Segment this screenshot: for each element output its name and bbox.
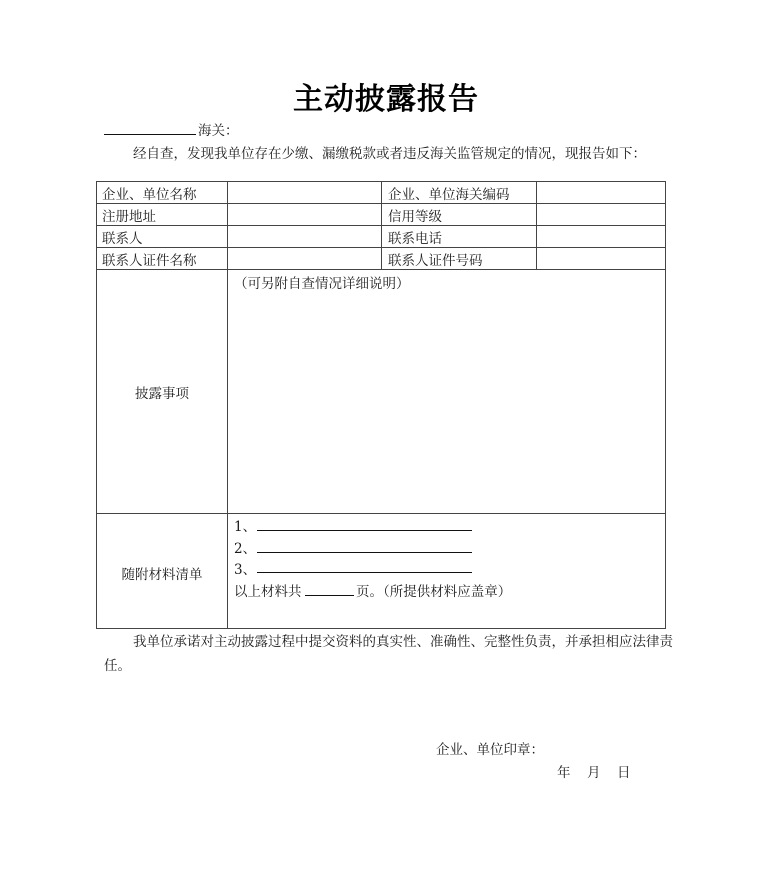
attachments-page-count-blank[interactable] <box>305 595 354 596</box>
id-type-field[interactable] <box>229 249 379 268</box>
table-border-bottom <box>96 628 666 629</box>
table-row-divider <box>96 513 666 514</box>
label-id-type: 联系人证件名称 <box>102 253 197 269</box>
label-credit-rating: 信用等级 <box>388 209 442 225</box>
seal-label: 企业、单位印章： <box>436 742 544 758</box>
credit-rating-field[interactable] <box>538 205 663 224</box>
label-contact-phone: 联系电话 <box>388 231 442 247</box>
label-disclosure-items: 披露事项 <box>135 386 189 402</box>
company-name-field[interactable] <box>229 183 379 202</box>
label-id-number: 联系人证件号码 <box>388 253 483 269</box>
disclosure-hint: （可另附自查情况详细说明） <box>234 276 410 292</box>
label-attachments: 随附材料清单 <box>121 567 203 583</box>
date-year-label: 年 <box>557 765 571 781</box>
date-day-label: 日 <box>617 765 631 781</box>
id-number-field[interactable] <box>538 249 663 268</box>
intro-text: 经自查，发现我单位存在少缴、漏缴税款或者违反海关监管规定的情况，现报告如下： <box>133 146 646 162</box>
addressee-label: 海关： <box>198 123 239 139</box>
label-registered-address: 注册地址 <box>102 209 156 225</box>
table-border-left <box>96 181 97 629</box>
attachment-number-1: 1、 <box>234 519 257 535</box>
customs-code-field[interactable] <box>538 183 663 202</box>
table-border-right <box>665 181 666 629</box>
attachment-number-2: 2、 <box>234 541 257 557</box>
attachments-total-prefix: 以上材料共 <box>234 584 302 600</box>
attachment-blank-2[interactable] <box>257 552 472 553</box>
disclosure-content-area[interactable] <box>229 292 663 511</box>
pledge-text: 我单位承诺对主动披露过程中提交资料的真实性、准确性、完整性负责，并承担相应法律责任。 <box>104 634 673 674</box>
attachment-blank-1[interactable] <box>257 530 472 531</box>
table-col-divider <box>227 181 228 629</box>
attachment-number-3: 3、 <box>234 562 257 578</box>
date-month-label: 月 <box>587 765 601 781</box>
label-contact-person: 联系人 <box>102 231 143 247</box>
registered-address-field[interactable] <box>229 205 379 224</box>
contact-person-field[interactable] <box>229 227 379 246</box>
table-col-divider <box>381 181 382 270</box>
customs-name-blank[interactable] <box>104 134 196 135</box>
table-col-divider <box>536 181 537 270</box>
attachment-blank-3[interactable] <box>257 572 472 573</box>
contact-phone-field[interactable] <box>538 227 663 246</box>
label-customs-code: 企业、单位海关编码 <box>388 187 510 203</box>
label-company-name: 企业、单位名称 <box>102 187 197 203</box>
document-title: 主动披露报告 <box>293 82 479 117</box>
attachments-total-suffix: 页。（所提供材料应盖章） <box>356 584 512 600</box>
